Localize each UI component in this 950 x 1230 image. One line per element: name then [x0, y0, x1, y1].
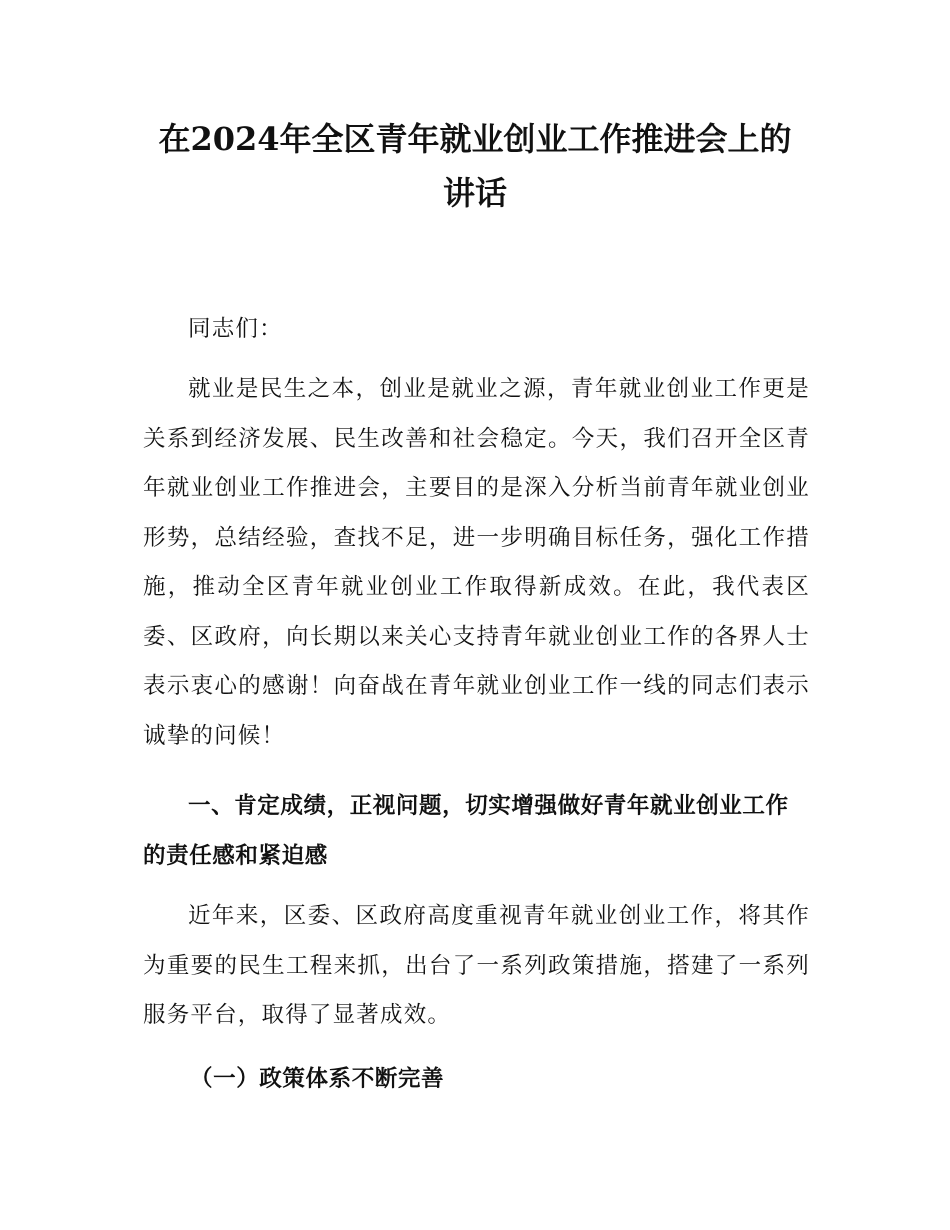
- subsection-heading-1: （一）政策体系不断完善: [190, 1066, 445, 1092]
- title-line-1: 在2024年全区青年就业创业工作推进会上的: [158, 120, 792, 158]
- title-line-2: 讲话: [442, 174, 507, 212]
- paragraph-section-1: 近年来，区委、区政府高度重视青年就业创业工作，将其作为重要的民生工程来抓，出台了一系列政策措施，搭建了一系列服务平台，取得了显著成效。: [143, 903, 810, 1028]
- paragraph-intro: 就业是民生之本，创业是就业之源，青年就业创业工作更是关系到经济发展、民生改善和社会稳定。今天，我们召开全区青年就业创业工作推进会，主要目的是深入分析当前青年就业创业形势，总结经验，查找不足，进一步明确目标任务，强化工作措施，推动全区青年就业创业工作取得新成效。在此，我代表区委、区政府，向长期以来关心支持青年就业创业工作的各界人士表示衷心的感谢！向奋战在青年就业创业工作一线的同志们表示诚挚的问候！: [143, 376, 810, 749]
- document-title: [140, 112, 810, 220]
- section-heading-1: 一、肯定成绩，正视问题，切实增强做好青年就业创业工作的责任感和紧迫感: [143, 793, 789, 869]
- greeting: 同志们：: [188, 316, 283, 342]
